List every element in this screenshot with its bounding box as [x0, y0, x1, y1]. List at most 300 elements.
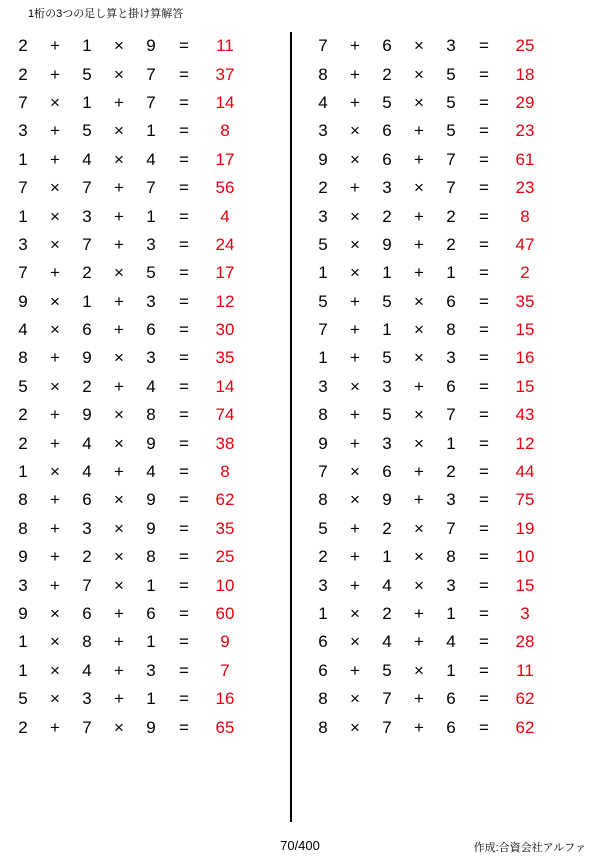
operator-1: ×	[50, 206, 60, 226]
equals-sign: =	[479, 121, 489, 141]
operator-1: +	[50, 64, 60, 84]
problem-row	[8, 32, 290, 60]
operator-2: +	[114, 178, 124, 198]
equals-sign: =	[479, 320, 489, 340]
answer-value: 12	[515, 433, 535, 453]
operator-1: ×	[50, 234, 60, 254]
equals-sign: =	[479, 717, 489, 737]
operand-3: 9	[146, 717, 156, 737]
problem-row	[8, 344, 290, 372]
equals-sign: =	[479, 291, 489, 311]
operator-2: ×	[414, 178, 424, 198]
operand-2: 8	[82, 632, 92, 652]
answer-value: 23	[515, 178, 535, 198]
operator-2: +	[414, 376, 424, 396]
equals-sign: =	[479, 689, 489, 709]
operand-3: 7	[446, 149, 456, 169]
operand-1: 1	[18, 660, 28, 680]
answer-value: 28	[515, 632, 535, 652]
operator-2: +	[114, 206, 124, 226]
operand-2: 2	[382, 518, 392, 538]
operand-1: 1	[318, 263, 328, 283]
answer-value: 56	[215, 178, 235, 198]
operator-2: ×	[114, 121, 124, 141]
answer-value: 8	[220, 462, 230, 482]
operator-1: ×	[350, 490, 360, 510]
operand-3: 3	[146, 234, 156, 254]
operand-3: 6	[446, 689, 456, 709]
operator-2: ×	[414, 348, 424, 368]
operator-2: ×	[414, 575, 424, 595]
equals-sign: =	[179, 547, 189, 567]
answer-value: 14	[215, 92, 235, 112]
operand-1: 9	[18, 604, 28, 623]
answer-value: 47	[515, 234, 535, 254]
answer-value: 16	[215, 689, 235, 709]
operator-2: ×	[414, 92, 424, 112]
operand-1: 3	[18, 575, 28, 595]
operator-2: +	[414, 462, 424, 482]
answer-value: 44	[515, 462, 535, 482]
answer-value: 19	[515, 518, 535, 538]
operand-3: 4	[146, 462, 156, 482]
operand-2: 9	[82, 348, 92, 368]
operator-2: +	[414, 121, 424, 141]
operand-2: 3	[82, 689, 92, 709]
operand-3: 1	[146, 689, 156, 709]
operator-1: +	[50, 547, 60, 567]
operand-2: 2	[382, 604, 392, 623]
equals-sign: =	[179, 632, 189, 652]
problem-row	[308, 202, 586, 230]
operator-2: ×	[114, 348, 124, 368]
equals-sign: =	[179, 320, 189, 340]
operand-3: 6	[446, 291, 456, 311]
equals-sign: =	[179, 433, 189, 453]
operator-1: +	[50, 518, 60, 538]
operator-1: ×	[50, 178, 60, 198]
operand-1: 7	[318, 36, 328, 56]
operand-2: 4	[382, 632, 392, 652]
operand-1: 5	[18, 376, 28, 396]
operand-3: 6	[146, 604, 156, 623]
operator-1: +	[350, 547, 360, 567]
equals-sign: =	[179, 234, 189, 254]
operand-2: 6	[82, 320, 92, 340]
equals-sign: =	[479, 348, 489, 368]
equals-sign: =	[479, 405, 489, 425]
operator-1: +	[50, 36, 60, 56]
operand-1: 5	[318, 518, 328, 538]
operand-2: 9	[382, 490, 392, 510]
operator-2: +	[114, 632, 124, 652]
operand-2: 1	[82, 291, 92, 311]
problem-row	[8, 146, 290, 174]
operand-3: 4	[446, 632, 456, 652]
problem-row	[8, 515, 290, 543]
operand-1: 8	[18, 490, 28, 510]
problem-row	[308, 373, 586, 401]
operand-1: 2	[18, 64, 28, 84]
operand-1: 5	[18, 689, 28, 709]
operator-2: +	[114, 92, 124, 112]
problem-row	[308, 657, 586, 685]
problem-row	[8, 628, 290, 656]
operand-1: 7	[18, 178, 28, 198]
operand-3: 3	[446, 36, 456, 56]
operand-3: 1	[446, 604, 456, 623]
operand-2: 9	[82, 405, 92, 425]
operand-2: 2	[82, 263, 92, 283]
operand-1: 2	[318, 547, 328, 567]
operand-1: 7	[318, 462, 328, 482]
operand-2: 7	[82, 178, 92, 198]
equals-sign: =	[179, 689, 189, 709]
operand-3: 2	[446, 234, 456, 254]
equals-sign: =	[479, 632, 489, 652]
operand-1: 8	[18, 518, 28, 538]
operand-3: 8	[446, 547, 456, 567]
answer-value: 61	[515, 149, 535, 169]
problem-row	[308, 543, 586, 571]
answer-value: 30	[215, 320, 235, 340]
equals-sign: =	[479, 36, 489, 56]
problem-row	[308, 60, 586, 88]
operand-3: 6	[146, 320, 156, 340]
answer-value: 8	[220, 121, 230, 141]
operand-1: 9	[18, 547, 28, 567]
problem-row	[8, 316, 290, 344]
operator-2: +	[414, 717, 424, 737]
operand-3: 1	[446, 263, 456, 283]
operand-1: 7	[18, 92, 28, 112]
operand-2: 9	[382, 234, 392, 254]
operand-3: 1	[446, 660, 456, 680]
problem-row	[8, 543, 290, 571]
answer-value: 14	[215, 376, 235, 396]
operator-2: +	[114, 376, 124, 396]
operand-1: 3	[18, 121, 28, 141]
operator-2: +	[414, 263, 424, 283]
operator-1: ×	[350, 206, 360, 226]
problem-row	[8, 373, 290, 401]
operator-1: +	[50, 149, 60, 169]
operand-2: 5	[82, 64, 92, 84]
equals-sign: =	[179, 717, 189, 737]
operand-2: 1	[82, 92, 92, 112]
page-footer	[0, 838, 600, 858]
operand-2: 1	[82, 36, 92, 56]
operand-3: 7	[446, 405, 456, 425]
operand-3: 8	[446, 320, 456, 340]
operand-3: 7	[446, 178, 456, 198]
operand-3: 9	[146, 36, 156, 56]
operator-2: +	[414, 206, 424, 226]
operand-3: 6	[446, 376, 456, 396]
operand-3: 3	[146, 660, 156, 680]
problem-row	[308, 146, 586, 174]
equals-sign: =	[179, 36, 189, 56]
operand-1: 3	[318, 121, 328, 141]
problem-row	[308, 515, 586, 543]
answer-value: 62	[515, 717, 535, 737]
operand-3: 7	[146, 64, 156, 84]
operator-1: +	[350, 433, 360, 453]
operand-2: 4	[82, 462, 92, 482]
operand-2: 1	[382, 263, 392, 283]
operator-2: +	[414, 234, 424, 254]
answer-value: 35	[515, 291, 535, 311]
equals-sign: =	[179, 405, 189, 425]
operand-3: 9	[146, 490, 156, 510]
operand-3: 5	[446, 92, 456, 112]
operator-2: ×	[414, 547, 424, 567]
problem-row	[8, 89, 290, 117]
operator-1: ×	[350, 632, 360, 652]
answer-value: 38	[215, 433, 235, 453]
answer-value: 60	[215, 604, 235, 623]
equals-sign: =	[179, 64, 189, 84]
operator-2: ×	[114, 575, 124, 595]
operand-2: 4	[82, 433, 92, 453]
operator-2: +	[114, 462, 124, 482]
equals-sign: =	[179, 376, 189, 396]
operand-1: 3	[18, 234, 28, 254]
answer-value: 4	[220, 206, 230, 226]
problem-row	[8, 60, 290, 88]
operator-1: ×	[350, 234, 360, 254]
answer-value: 11	[216, 36, 234, 56]
operand-1: 8	[318, 717, 328, 737]
operator-2: ×	[114, 263, 124, 283]
operator-2: ×	[114, 518, 124, 538]
operator-2: ×	[414, 291, 424, 311]
operand-1: 7	[318, 320, 328, 340]
problem-row	[8, 429, 290, 457]
equals-sign: =	[479, 518, 489, 538]
operand-2: 2	[382, 206, 392, 226]
equals-sign: =	[479, 206, 489, 226]
operator-1: +	[50, 575, 60, 595]
equals-sign: =	[479, 604, 489, 623]
problem-row	[308, 32, 586, 60]
operator-1: ×	[50, 92, 60, 112]
equals-sign: =	[479, 547, 489, 567]
operand-1: 2	[18, 36, 28, 56]
operand-1: 1	[18, 462, 28, 482]
operand-2: 7	[382, 717, 392, 737]
operand-3: 3	[446, 575, 456, 595]
operand-3: 6	[446, 717, 456, 737]
operand-3: 5	[146, 263, 156, 283]
answer-value: 62	[515, 689, 535, 709]
operator-1: +	[350, 291, 360, 311]
operator-2: ×	[114, 36, 124, 56]
answer-value: 15	[515, 320, 535, 340]
operator-2: ×	[414, 518, 424, 538]
operator-2: +	[114, 291, 124, 311]
equals-sign: =	[479, 92, 489, 112]
operator-1: +	[50, 490, 60, 510]
operand-2: 5	[382, 92, 392, 112]
answer-value: 23	[515, 121, 535, 141]
answer-value: 15	[515, 376, 535, 396]
problem-row	[308, 685, 586, 713]
operand-2: 7	[82, 234, 92, 254]
operand-3: 3	[446, 348, 456, 368]
problem-row	[308, 231, 586, 259]
operator-2: +	[114, 234, 124, 254]
equals-sign: =	[479, 575, 489, 595]
operator-2: ×	[414, 36, 424, 56]
operator-2: ×	[114, 547, 124, 567]
operand-3: 7	[446, 518, 456, 538]
problem-row	[308, 628, 586, 656]
equals-sign: =	[479, 178, 489, 198]
answer-value: 74	[215, 405, 235, 425]
operand-1: 8	[18, 348, 28, 368]
equals-sign: =	[479, 376, 489, 396]
operand-2: 3	[82, 206, 92, 226]
operator-2: ×	[414, 320, 424, 340]
problem-row	[308, 458, 586, 486]
operator-2: ×	[114, 717, 124, 737]
operand-2: 5	[382, 291, 392, 311]
answer-value: 75	[515, 490, 535, 510]
operator-1: +	[350, 178, 360, 198]
answer-value: 2	[520, 263, 530, 283]
problem-row	[8, 401, 290, 429]
operator-1: +	[350, 348, 360, 368]
operator-2: +	[414, 689, 424, 709]
operand-2: 2	[82, 547, 92, 567]
answer-value: 16	[515, 348, 535, 368]
problem-row	[308, 89, 586, 117]
problem-row	[8, 685, 290, 713]
column-divider	[290, 32, 292, 822]
operator-2: +	[414, 632, 424, 652]
operator-2: +	[114, 604, 124, 623]
problem-row	[8, 458, 290, 486]
operand-2: 6	[382, 462, 392, 482]
operator-2: ×	[414, 405, 424, 425]
problem-row	[8, 202, 290, 230]
equals-sign: =	[179, 348, 189, 368]
operand-1: 1	[318, 604, 328, 623]
equals-sign: =	[479, 149, 489, 169]
operand-2: 7	[82, 575, 92, 595]
answer-value: 15	[515, 575, 535, 595]
operand-1: 1	[18, 632, 28, 652]
operand-1: 1	[18, 149, 28, 169]
operator-1: +	[350, 518, 360, 538]
equals-sign: =	[479, 462, 489, 482]
operand-2: 4	[82, 149, 92, 169]
operand-2: 2	[82, 376, 92, 396]
operator-1: ×	[350, 149, 360, 169]
operand-3: 1	[446, 433, 456, 453]
operand-3: 2	[446, 462, 456, 482]
answer-value: 24	[215, 234, 235, 254]
operand-1: 8	[318, 490, 328, 510]
operator-1: +	[350, 92, 360, 112]
equals-sign: =	[179, 178, 189, 198]
answer-value: 65	[215, 717, 235, 737]
operand-1: 7	[18, 263, 28, 283]
operand-1: 2	[318, 178, 328, 198]
operand-3: 2	[446, 206, 456, 226]
operand-3: 3	[146, 291, 156, 311]
operator-1: +	[50, 263, 60, 283]
operand-2: 5	[82, 121, 92, 141]
operand-2: 5	[382, 405, 392, 425]
operator-2: ×	[414, 433, 424, 453]
operand-2: 6	[82, 604, 92, 623]
equals-sign: =	[179, 121, 189, 141]
operand-1: 3	[318, 206, 328, 226]
operator-1: ×	[50, 320, 60, 340]
operand-1: 4	[18, 320, 28, 340]
answer-value: 9	[220, 632, 230, 652]
operand-1: 6	[318, 660, 328, 680]
operand-3: 8	[146, 405, 156, 425]
problem-row	[8, 174, 290, 202]
operator-2: +	[114, 660, 124, 680]
operator-2: ×	[414, 660, 424, 680]
answer-value: 29	[515, 92, 535, 112]
page-number: 70/400	[280, 838, 320, 853]
operand-1: 8	[318, 64, 328, 84]
problem-row	[308, 316, 586, 344]
operator-1: ×	[50, 660, 60, 680]
operator-1: +	[350, 575, 360, 595]
operand-2: 6	[382, 149, 392, 169]
operand-1: 4	[318, 92, 328, 112]
operand-2: 4	[82, 660, 92, 680]
operand-1: 8	[318, 689, 328, 709]
answer-value: 8	[520, 206, 530, 226]
operand-3: 3	[146, 348, 156, 368]
operator-1: +	[350, 405, 360, 425]
operand-3: 1	[146, 121, 156, 141]
operand-2: 2	[382, 64, 392, 84]
operand-1: 3	[318, 575, 328, 595]
operand-3: 4	[146, 376, 156, 396]
operator-1: ×	[350, 604, 360, 623]
problem-row	[308, 344, 586, 372]
operator-1: +	[350, 660, 360, 680]
operand-3: 1	[146, 206, 156, 226]
equals-sign: =	[479, 490, 489, 510]
answer-value: 17	[215, 149, 235, 169]
equals-sign: =	[179, 206, 189, 226]
operand-2: 1	[382, 320, 392, 340]
problem-column-left	[0, 32, 290, 832]
operand-2: 7	[82, 717, 92, 737]
operand-1: 2	[18, 717, 28, 737]
problem-row	[8, 259, 290, 287]
operand-1: 5	[318, 234, 328, 254]
operator-1: +	[350, 64, 360, 84]
operand-2: 3	[82, 518, 92, 538]
operand-2: 7	[382, 689, 392, 709]
problem-row	[308, 600, 586, 628]
problem-row	[308, 117, 586, 145]
operand-3: 1	[146, 632, 156, 652]
answer-value: 25	[515, 36, 535, 56]
equals-sign: =	[179, 462, 189, 482]
operand-3: 5	[446, 64, 456, 84]
